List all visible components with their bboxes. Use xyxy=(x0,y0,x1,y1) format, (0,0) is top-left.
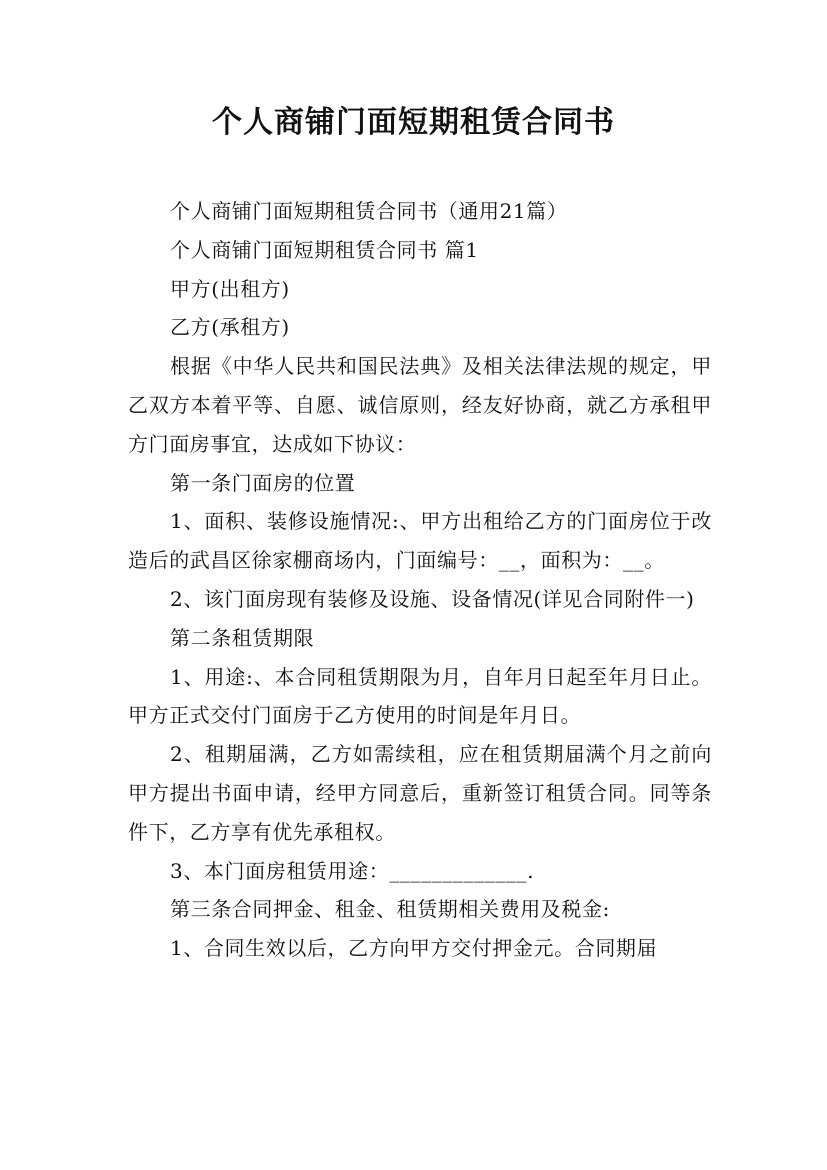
paragraph-subtitle: 个人商铺门面短期租赁合同书（通用21篇） xyxy=(170,199,568,223)
paragraph-article-2-item-3: 3、本门面房租赁用途：_____________. xyxy=(170,858,535,883)
paragraph-article-1-item-1: 1、面积、装修设施情况:、甲方出租给乙方的门面房位于改造后的武昌区徐家棚商场内，门面编号：__，面积为：__。 xyxy=(128,509,712,573)
paragraph-article-1-heading: 第一条门面房的位置 xyxy=(170,470,356,495)
paragraph-party-b: 乙方(承租方) xyxy=(170,315,290,340)
paragraph-preamble: 根据《中华人民共和国民法典》及相关法律法规的规定，甲乙双方本着平等、自愿、诚信原则，经友好协商，就乙方承租甲方门面房事宜，达成如下协议： xyxy=(128,354,712,456)
paragraph-article-3-item-1: 1、合同生效以后，乙方向甲方交付押金元。合同期届 xyxy=(170,936,658,961)
paragraph-article-1-item-2: 2、该门面房现有装修及设施、设备情况(详见合同附件一) xyxy=(170,586,695,611)
paragraph-chapter-heading: 个人商铺门面短期租赁合同书 篇1 xyxy=(170,237,479,262)
paragraph-article-2-heading: 第二条租赁期限 xyxy=(170,625,315,650)
document-title: 个人商铺门面短期租赁合同书 xyxy=(212,105,615,140)
paragraph-article-2-item-1: 1、用途:、本合同租赁期限为月，自年月日起至年月日止。甲方正式交付门面房于乙方使用的时间是年月日。 xyxy=(128,664,712,728)
paragraph-article-3-heading: 第三条合同押金、租金、租赁期相关费用及税金: xyxy=(170,897,610,922)
paragraph-article-2-item-2: 2、租期届满，乙方如需续租，应在租赁期届满个月之前向甲方提出书面申请，经甲方同意后，重新签订租赁合同。同等条件下，乙方享有优先承租权。 xyxy=(128,742,712,844)
paragraph-party-a: 甲方(出租方) xyxy=(170,276,290,301)
document-body xyxy=(128,192,712,968)
